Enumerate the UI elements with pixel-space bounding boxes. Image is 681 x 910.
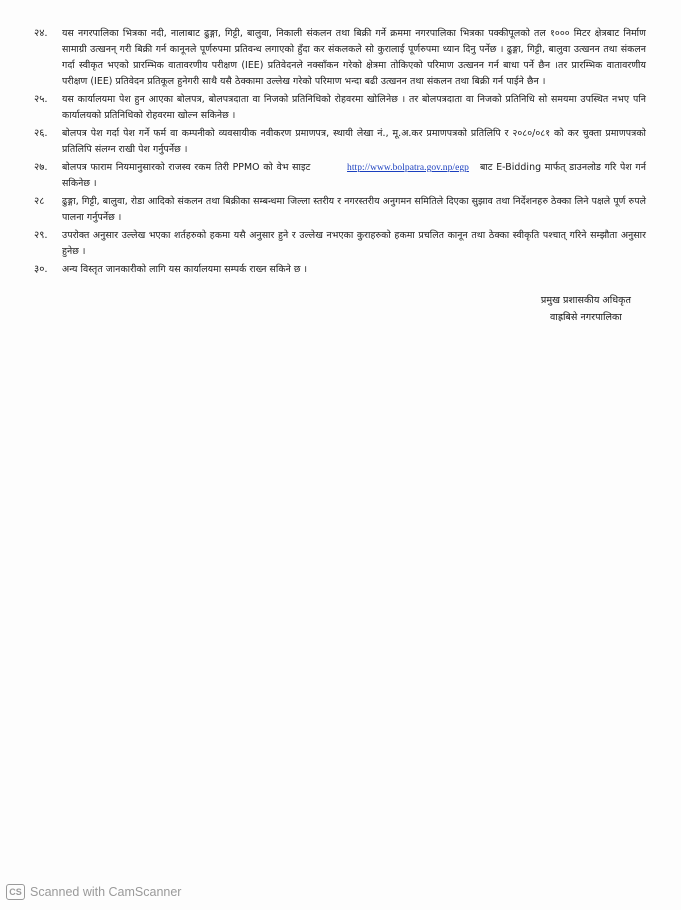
item-text-after-link: बाट E-Bidding मार्फत् डाउनलोड गरि पेश गर्न सकिनेछ । xyxy=(62,162,646,189)
list-item xyxy=(34,228,646,260)
item-number: २९. xyxy=(34,230,48,241)
item-number: २५. xyxy=(34,94,48,105)
watermark-text: Scanned with CamScanner xyxy=(30,885,182,899)
camscanner-watermark xyxy=(6,884,181,900)
notice-list xyxy=(34,26,646,280)
signature-block xyxy=(541,292,631,326)
signatory-title: प्रमुख प्रशासकीय अधिकृत xyxy=(540,295,631,306)
item-text xyxy=(62,160,646,192)
item-number: २८ xyxy=(34,196,45,207)
bolpatra-link[interactable]: http://www.bolpatra.gov.np/egp xyxy=(347,163,469,173)
camscanner-logo-icon: CS xyxy=(6,884,25,900)
list-item xyxy=(34,262,646,278)
list-item xyxy=(34,92,646,124)
item-text: यस कार्यालयमा पेश हुन आएका बोलपत्र, बोलपत्रदाता वा निजको प्रतिनिधिको रोहवरमा खोलिनेछ । तर बोलपत्रदाता वा निजको प्रतिनिधि सो समयमा उपस्थित नभए पनि कार्यालयको प्रतिनिधिको रोहवरमा खोल्न सकिनेछ । xyxy=(62,94,646,121)
item-number: २६. xyxy=(34,128,48,139)
list-item xyxy=(34,194,646,226)
signatory-office: वाह्रबिसे नगरपालिका xyxy=(550,312,622,323)
item-number: २४. xyxy=(34,28,48,39)
item-text: यस नगरपालिका भित्रका नदी, नालाबाट ढुङ्गा, गिट्टी, बालुवा, निकाली संकलन तथा बिक्री गर्ने क्रममा नगरपालिका भित्रका पक्कीपूलको तल १००० मिटर क्षेत्रबाट निर्माण सामाग्री उत्खनन् गरी बिक्री गर्न कानूनले पूर्णरुपमा प्रतिवन्ध लगाएको हुँदा कर संकलकले सो कुरालाई पूर्णरुपमा ध्यान दिनु पर्नेछ । ढुङ्गा, गिट्टी, बालुवा उत्खनन तथा संकलन गर्दा स्वीकृत भएको प्रारम्भिक वातावरणीय परीक्षण (IEE) प्रतिवेदनले नक्साँकन गरेको क्षेत्रमा तोकिएको परिमाण उत्खनन गर्न बाधा पर्ने छैन ।तर प्रारम्भिक वातावरणीय परीक्षण (IEE) प्रतिवेदन प्रतिकूल हुनेगरी साथै यसै ठेक्कामा उल्लेख गरेको परिमाण भन्दा बढी उत्खनन तथा संकलन तथा बिक्री गर्न पाईने छैन । xyxy=(62,28,646,87)
list-item xyxy=(34,126,646,158)
list-item xyxy=(34,26,646,90)
item-text: बोलपत्र पेश गर्दा पेश गर्ने फर्म वा कम्पनीको व्यवसायीक नवीकरण प्रमाणपत्र, स्थायी लेखा नं., मू.अ.कर प्रमाणपत्रको प्रतिलिपि र २०८०/०८१ को कर चुक्ता प्रमाणपत्रको प्रतिलिपि संलग्न राखी पेश गर्नुपर्नेछ । xyxy=(62,128,646,155)
item-number: ३०. xyxy=(34,264,48,275)
item-text: अन्य विस्तृत जानकारीको लागि यस कार्यालयमा सम्पर्क राख्न सकिने छ । xyxy=(62,264,308,275)
item-text: ढुङ्गा, गिट्टी, बालुवा, रोडा आदिको संकलन तथा बिक्रीका सम्बन्धमा जिल्ला स्तरीय र नगरस्तरीय अनुगमन समितिले दिएका सुझाव तथा निर्देशनहरु ठेक्का लिने पक्षले पूर्ण रुपले पालना गर्नुपर्नेछ । xyxy=(62,196,646,223)
item-text-before-link: बोलपत्र फाराम नियमानुसारको राजस्व रकम तिरी PPMO को वेभ साइट xyxy=(62,162,311,173)
item-number: २७. xyxy=(34,162,48,173)
item-text: उपरोक्त अनुसार उल्लेख भएका शर्तहरुको हकमा यसै अनुसार हुने र उल्लेख नभएका कुराहरुको हकमा प्रचलित कानून तथा ठेक्का स्वीकृति पश्चात् गरिने सम्झौता अनुसार हुनेछ । xyxy=(62,230,646,257)
list-item xyxy=(34,160,646,192)
